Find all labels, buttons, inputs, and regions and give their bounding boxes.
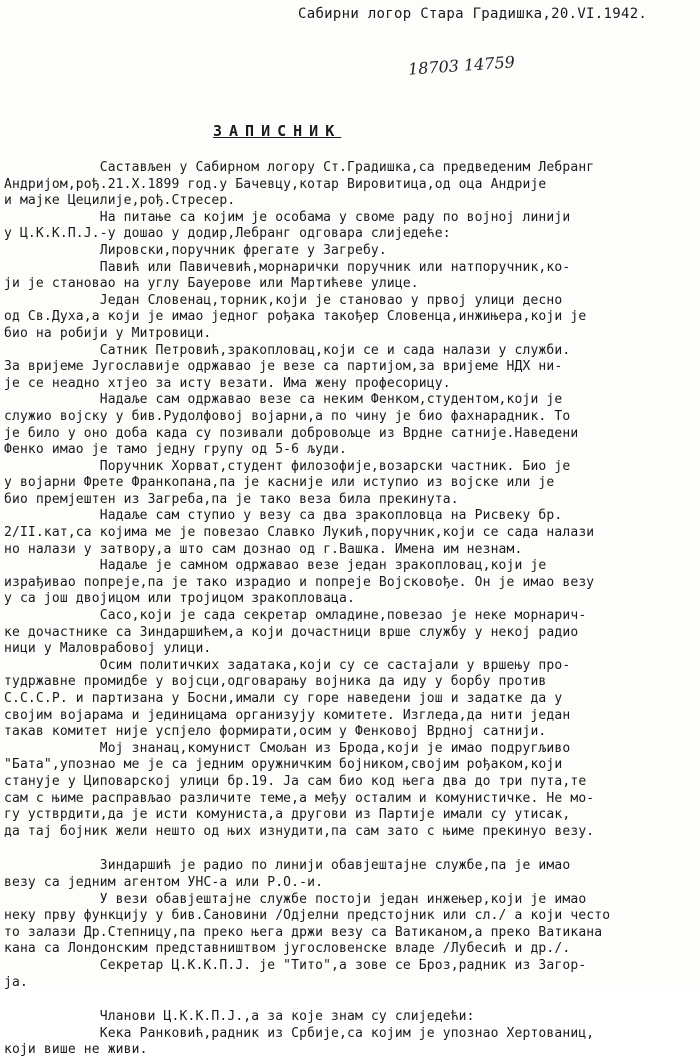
- body-line: служио војску у бив.Рудолфовој војарни,а по чину је био фахнарадник. То: [4, 408, 571, 424]
- body-line: Мој знанац,комунист Смољан из Брода,који је имао подругљиво: [4, 740, 571, 756]
- body-line: Састављен у Сабирном логору Ст.Градишка,са предведеним Лебранг: [4, 160, 595, 175]
- body-section-members: [4, 1009, 696, 1059]
- body-line: Поручник Хорват,студент филозофије,возарски частник. Био је: [4, 458, 571, 474]
- body-section-intelligence: [4, 858, 696, 991]
- body-line: 2/II.кат,са којима ме је повезао Славко Лукић,поручник,који се сада налази: [4, 525, 595, 541]
- body-line: Павић или Павичевић,морнарички поручник или натпоручник,ко-: [4, 259, 571, 275]
- body-line: Надаље сам ступио у везу са два зракопловца на Рисвеку бр.: [4, 508, 563, 524]
- body-line: је било у оно доба када су позивали добровољце из Врдне сатније.Наведени: [4, 425, 579, 441]
- body-line: везу са једним агентом УНС-а или Р.О.-и.: [4, 874, 324, 890]
- body-line: сам с њиме расправљао различите теме,а међу осталим и комунистичке. Не мо-: [4, 790, 595, 806]
- body-line: тудржавне промидбе у војсци,одговарању војника да иду у борбу против: [4, 674, 547, 690]
- document-title: ЗАПИСНИК: [213, 122, 342, 140]
- body-line: да тај бојник жели нешто од њих изнудити,па сам зато с њиме прекинуо везу.: [4, 823, 595, 839]
- body-line: станује у Циповарској улици бр.19. Ја сам био код њега два до три пута,те: [4, 773, 587, 789]
- body-line: такав комитет није успјело формирати,осим у Фенковој Врдној сатнији.: [4, 724, 547, 740]
- body-line: гу устврдити,да је исти комуниста,а другови из Партије имали су утисак,: [4, 807, 571, 823]
- body-line: "Бата",упознао ме је са једним оружничким бојником,својим рођаком,који: [4, 757, 563, 773]
- body-line: био на робији у Митровици.: [4, 325, 212, 341]
- body-line: неку прву функцију у бив.Сановини /Одјелни предстојник или сл./ а који често: [4, 908, 611, 924]
- body-line: Фенко имао је тамо једну групу од 5-6 људи.: [4, 442, 347, 458]
- body-line: Надаље је самном одржавао везе један зракопловац,који је: [4, 558, 547, 574]
- body-line: који више не живи.: [4, 1042, 148, 1058]
- handwritten-archive-number: 18703 14759: [407, 52, 516, 79]
- body-line: Кека Ранковић,радник из Србије,са којим је упознао Хертованиц,: [4, 1025, 595, 1041]
- body-line: Надаље сам одржавао везе са неким Фенком,студентом,који је: [4, 392, 563, 408]
- body-line: Један Словенац,торник,који је становао у првој улици десно: [4, 292, 563, 308]
- body-line: У вези обавјештајне службе постоји један инжењер,који је имао: [4, 891, 587, 907]
- body-line: био премјештен из Загреба,па је тако веза била прекинута.: [4, 491, 459, 507]
- body-line: Осим политичких задатака,који су се састајали у вршењу про-: [4, 657, 571, 673]
- body-line: ји је становао на углу Бауерове или Мартићеве улице.: [4, 276, 419, 292]
- body-line: израђивао попреје,па је тако израдио и попреје Војсковође. Он је имао везу: [4, 574, 595, 590]
- body-line: то залази Др.Степницу,па преко њега држи везу са Ватиканом,а преко Ватикана: [4, 924, 603, 940]
- body-line: но налази у затвору,а што сам дознао од г.Вашка. Имена им незнам.: [4, 541, 523, 557]
- document-body: [4, 160, 696, 1059]
- body-line: Чланови Ц.К.К.П.Ј.,а за које знам су слиједећи:: [4, 1009, 475, 1025]
- body-line: С.С.С.Р. и партизана у Босни,имали су горе наведени још и задатке да у: [4, 691, 563, 706]
- body-line: Лировски,поручник фрегате у Загребу.: [4, 242, 387, 258]
- document-place-date: Сабирни логор Стара Градишка,20.VI.1942.: [298, 6, 648, 22]
- body-line: од Св.Духа,а који је имао једног рођака такођер Словенца,инжињера,који је: [4, 309, 587, 325]
- body-line: и мајке Цецилије,рођ.Стресер.: [4, 193, 236, 209]
- body-line: ници у Маловрабовој улици.: [4, 641, 212, 657]
- body-line: кана са Лондонским представништвом југословенске владе /Лубесић и др./.: [4, 941, 571, 957]
- body-line: Сасо,који је сада секретар омладине,повезао је неке морнарич-: [4, 608, 587, 624]
- body-line: ке дочастнике са Зиндаршићем,а који дочастници врше службу у некој радио: [4, 624, 579, 640]
- body-line: Андријом,рођ.21.X.1899 год.у Бачевцу,котар Вировитица,од оца Андрије: [4, 176, 547, 192]
- paragraph-gap: [4, 840, 696, 858]
- body-line: у са још двојицом или тројицом зракопловаца.: [4, 591, 355, 607]
- body-section-main: [4, 160, 696, 840]
- body-line: На питање са којим је особама у своме раду по војној линији: [4, 209, 571, 225]
- body-line: у војарни Фрете Франкопана,па је касније или иступио из војске или је: [4, 475, 555, 491]
- body-line: својим војарама и јединицама организују комитете. Изгледа,да нити један: [4, 707, 571, 723]
- body-line: Зиндаршић је радио по линији обавјештајне службе,па је имао: [4, 858, 571, 874]
- body-line: Секретар Ц.К.К.П.Ј. је "Тито",а зове се Броз,радник из Загор-: [4, 957, 587, 973]
- paragraph-gap: [4, 991, 696, 1009]
- body-line: ја.: [4, 974, 28, 990]
- body-line: За вријеме Југославије одржавао је везе са партијом,за вријеме НДХ ни-: [4, 359, 563, 375]
- body-line: је се неадно хтјео за исту везати. Има жену професорицу.: [4, 375, 451, 391]
- body-line: Сатник Петровић,зракопловац,који се и сада налази у служби.: [4, 342, 571, 358]
- body-line: у Ц.К.К.П.Ј.-у дошао у додир,Лебранг одговара слиједеће:: [4, 226, 451, 242]
